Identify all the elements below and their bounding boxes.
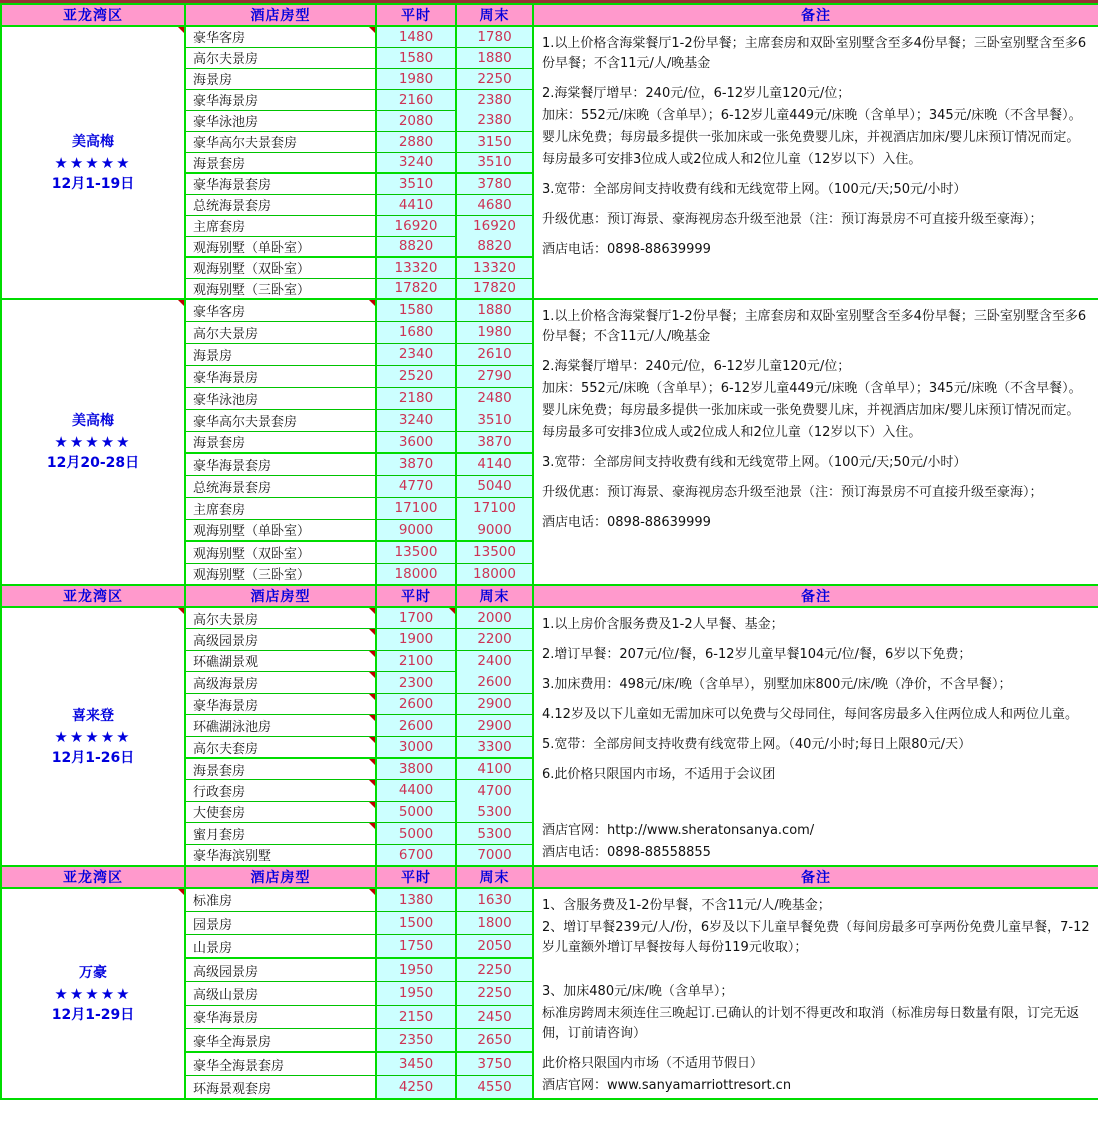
notes-cell[interactable] [533,607,1098,866]
weekday-price-cell[interactable]: 1480 [376,26,456,47]
weekend-price-cell[interactable]: 17820 [456,278,533,299]
room-type-cell[interactable]: 大使套房 [185,801,376,823]
room-type-cell[interactable]: 海景套房 [185,431,376,453]
star-rating: ★★★★★ [54,153,132,172]
comment-indicator-icon [369,27,375,33]
room-type-cell[interactable]: 行政套房 [185,780,376,802]
note-paragraph: 5.宽带：全部房间支持收费有线宽带上网。（40元/小时;每日上限80元/天） [542,737,972,752]
note-paragraph: 酒店电话：0898-88558855 [542,845,711,860]
header-cell-room-type[interactable]: 酒店房型 [185,4,376,26]
room-type-cell[interactable]: 豪华高尔夫景套房 [185,409,376,431]
room-type-cell[interactable]: 主席套房 [185,497,376,519]
notes-cell[interactable] [533,299,1098,585]
comment-indicator-icon [369,715,375,721]
weekday-price-cell[interactable]: 1980 [376,68,456,89]
room-type-cell[interactable]: 总统海景套房 [185,475,376,497]
weekday-price-cell[interactable]: 17820 [376,278,456,299]
weekday-price-cell[interactable]: 1900 [376,629,456,651]
room-type-cell[interactable]: 高尔夫景房 [185,321,376,343]
weekend-price-cell[interactable]: 5040 [456,475,533,497]
note-paragraph: 3、加床480元/床/晚（含单早）； [542,984,734,999]
room-type-cell[interactable]: 豪华泳池房 [185,110,376,131]
weekend-price-cell[interactable]: 2900 [456,693,533,715]
table-row [1,299,1098,321]
weekend-price-cell[interactable]: 2790 [456,365,533,387]
note-paragraph: 1、含服务费及1-2份早餐，不含11元/人/晚基金； [542,898,831,913]
room-type-cell[interactable]: 豪华海景房 [185,1005,376,1028]
weekend-price-cell[interactable]: 1800 [456,911,533,934]
header-cell-weekday[interactable]: 平时 [376,4,456,26]
note-paragraph: 标准房跨周末须连住三晚起订.已确认的计划不得更改和取消（标准房每日数量有限，订完无返佣，订前请咨询） [542,1006,1080,1041]
room-type-cell[interactable]: 主席套房 [185,215,376,236]
header-cell-notes[interactable]: 备注 [533,585,1098,607]
weekend-price-cell[interactable]: 4550 [456,1076,533,1100]
weekday-price-cell[interactable]: 4770 [376,475,456,497]
header-cell-room-type[interactable]: 酒店房型 [185,585,376,607]
note-paragraph: 6.此价格只限国内市场，不适用于会议团 [542,767,776,782]
weekend-price-cell[interactable]: 17100 [456,497,533,519]
weekend-price-cell[interactable]: 2900 [456,715,533,737]
weekend-price-cell[interactable]: 16920 [456,215,533,236]
room-type-cell[interactable]: 高级海景房 [185,672,376,694]
weekday-price-cell[interactable]: 5000 [376,801,456,823]
room-type-cell[interactable]: 高级园景房 [185,629,376,651]
header-row [1,866,1098,888]
weekday-price-cell[interactable]: 2100 [376,650,456,672]
note-paragraph: 酒店官网：www.sanyamarriottresort.cn [542,1078,792,1093]
note-paragraph: 酒店官网：http://www.sheratonsanya.com/ [542,823,815,838]
comment-indicator-icon [178,889,184,895]
weekday-price-cell[interactable]: 2160 [376,89,456,110]
weekend-price-cell[interactable]: 1880 [456,47,533,68]
room-type-cell[interactable]: 园景房 [185,911,376,934]
note-paragraph: 3.宽带：全部房间支持收费有线和无线宽带上网。（100元/天;50元/小时） [542,455,967,470]
comment-indicator-icon [369,823,375,829]
table-row [1,888,1098,911]
note-paragraph: 酒店电话：0898-88639999 [542,242,711,257]
room-type-cell[interactable]: 豪华全海景套房 [185,1052,376,1075]
weekend-price-cell[interactable]: 3750 [456,1052,533,1075]
weekday-price-cell[interactable]: 1580 [376,299,456,321]
note-paragraph: 1.以上价格含海棠餐厅1-2份早餐；主席套房和双卧室别墅含至多4份早餐；三卧室别墅含至多6份早餐；不含11元/人/晚基金 [542,309,1087,344]
comment-indicator-icon [178,27,184,33]
weekend-price-cell[interactable]: 1880 [456,299,533,321]
room-type-cell[interactable]: 标准房 [185,888,376,911]
header-cell-room-type[interactable]: 酒店房型 [185,866,376,888]
weekend-price-cell[interactable]: 3510 [456,152,533,173]
note-paragraph: 婴儿床免费；每房最多提供一张加床或一张免费婴儿床，并视酒店加床/婴儿床预订情况而定。 [542,403,1080,418]
room-type-cell[interactable]: 海景房 [185,68,376,89]
note-paragraph: 3.加床费用：498元/床/晚（含单早），别墅加床800元/床/晚（净价，不含早餐）； [542,677,1012,692]
room-type-cell[interactable]: 豪华高尔夫景套房 [185,131,376,152]
note-paragraph: 2.海棠餐厅增早：240元/位，6-12岁儿童120元/位； [542,86,851,101]
weekend-price-cell[interactable]: 4140 [456,453,533,475]
weekend-price-cell[interactable]: 3510 [456,409,533,431]
header-cell-weekday[interactable]: 平时 [376,585,456,607]
header-cell-weekend[interactable]: 周末 [456,866,533,888]
weekend-price-cell[interactable]: 2480 [456,387,533,409]
star-rating: ★★★★★ [54,433,132,451]
header-cell-region[interactable]: 亚龙湾区 [1,4,185,26]
weekday-price-cell[interactable]: 2180 [376,387,456,409]
weekend-price-cell[interactable]: 2050 [456,935,533,958]
note-paragraph: 3.宽带：全部房间支持收费有线和无线宽带上网。（100元/天;50元/小时） [542,182,967,197]
weekend-price-cell[interactable]: 2000 [456,607,533,629]
note-paragraph: 每房最多可安排3位成人或2位成人和2位儿童（12岁以下）入住。 [542,152,922,167]
weekday-price-cell[interactable]: 3600 [376,431,456,453]
weekend-price-cell[interactable]: 2600 [456,672,533,694]
weekend-price-cell[interactable]: 2250 [456,958,533,981]
room-type-cell[interactable]: 豪华泳池房 [185,387,376,409]
comment-indicator-icon [178,300,184,306]
hotel-cell[interactable] [1,26,185,299]
weekday-price-cell[interactable]: 3800 [376,758,456,780]
weekend-price-cell[interactable]: 9000 [456,519,533,541]
date-range: 12月1-29日 [51,1006,135,1023]
weekend-price-cell[interactable]: 3870 [456,431,533,453]
comment-indicator-icon [369,802,375,808]
hotel-cell[interactable] [1,299,185,585]
room-type-cell[interactable]: 高级山景房 [185,982,376,1005]
notes-cell[interactable] [533,888,1098,1099]
weekday-price-cell[interactable]: 3000 [376,736,456,758]
room-type-cell[interactable]: 海景套房 [185,152,376,173]
header-row [1,585,1098,607]
room-type-cell[interactable]: 豪华海景房 [185,365,376,387]
comment-indicator-icon [449,608,455,614]
rate-table-body [1,4,1098,1099]
note-paragraph: 2、增订早餐239元/人/份，6岁及以下儿童早餐免费（每间房最多可享两份免费儿童早餐，7-12岁儿童额外增订早餐按每人每份119元收取）； [542,920,1090,955]
comment-indicator-icon [369,759,375,765]
room-type-cell[interactable]: 观海别墅（单卧室） [185,236,376,257]
note-paragraph: 每房最多可安排3位成人或2位成人和2位儿童（12岁以下）入住。 [542,425,922,440]
weekend-price-cell[interactable]: 2650 [456,1029,533,1052]
weekday-price-cell[interactable]: 3870 [376,453,456,475]
comment-indicator-icon [369,651,375,657]
weekend-price-cell[interactable]: 2250 [456,68,533,89]
weekday-price-cell[interactable]: 2300 [376,672,456,694]
weekday-price-cell[interactable]: 13500 [376,541,456,563]
comment-indicator-icon [369,300,375,306]
room-type-cell[interactable]: 总统海景套房 [185,194,376,215]
star-rating: ★★★★★ [54,984,132,1003]
header-cell-notes[interactable]: 备注 [533,866,1098,888]
comment-indicator-icon [369,608,375,614]
note-paragraph: 2.增订早餐：207元/位/餐，6-12岁儿童早餐104元/位/餐，6岁以下免费； [542,647,972,662]
notes-cell[interactable] [533,26,1098,299]
weekday-price-cell[interactable]: 1380 [376,888,456,911]
weekend-price-cell[interactable]: 3300 [456,736,533,758]
weekend-price-cell[interactable]: 13320 [456,257,533,278]
room-type-cell[interactable]: 环礁湖泳池房 [185,715,376,737]
weekday-price-cell[interactable]: 16920 [376,215,456,236]
weekday-price-cell[interactable]: 2080 [376,110,456,131]
weekend-price-cell[interactable]: 2610 [456,343,533,365]
weekday-price-cell[interactable]: 3240 [376,409,456,431]
room-type-cell[interactable]: 豪华客房 [185,26,376,47]
room-type-cell[interactable]: 豪华海景套房 [185,453,376,475]
room-type-cell[interactable]: 观海别墅（三卧室） [185,563,376,585]
weekday-price-cell[interactable]: 1580 [376,47,456,68]
weekday-price-cell[interactable]: 1500 [376,911,456,934]
weekend-price-cell[interactable]: 4680 [456,194,533,215]
header-cell-weekend[interactable]: 周末 [456,4,533,26]
weekend-price-cell[interactable]: 8820 [456,236,533,257]
weekday-price-cell[interactable]: 2880 [376,131,456,152]
note-paragraph: 1.以上房价含服务费及1-2人早餐、基金； [542,617,784,632]
room-type-cell[interactable]: 海景套房 [185,758,376,780]
note-paragraph: 2.海棠餐厅增早：240元/位，6-12岁儿童120元/位； [542,359,851,374]
room-type-cell[interactable]: 高级园景房 [185,958,376,981]
note-paragraph: 4.12岁及以下儿童如无需加床可以免费与父母同住，每间客房最多入住两位成人和两位儿童。 [542,707,1078,722]
weekend-price-cell[interactable]: 5300 [456,823,533,845]
weekday-price-cell[interactable]: 2150 [376,1005,456,1028]
weekday-price-cell[interactable]: 3240 [376,152,456,173]
table-row [1,607,1098,629]
weekend-price-cell[interactable]: 3780 [456,173,533,194]
room-type-cell[interactable]: 豪华海景房 [185,89,376,110]
note-paragraph: 升级优惠：预订海景、豪海视房态升级至池景（注：预订海景房不可直接升级至豪海）； [542,485,1043,500]
weekend-price-cell[interactable]: 18000 [456,563,533,585]
room-type-cell[interactable]: 环礁湖景观 [185,650,376,672]
weekend-price-cell[interactable]: 1630 [456,888,533,911]
weekday-price-cell[interactable]: 3450 [376,1052,456,1075]
rate-table [0,3,1098,1100]
note-paragraph: 酒店电话：0898-88639999 [542,515,711,530]
header-cell-region[interactable]: 亚龙湾区 [1,585,185,607]
weekday-price-cell[interactable]: 1750 [376,935,456,958]
room-type-cell[interactable]: 豪华海滨别墅 [185,844,376,866]
weekday-price-cell[interactable]: 2340 [376,343,456,365]
weekend-price-cell[interactable]: 5300 [456,801,533,823]
weekday-price-cell[interactable]: 18000 [376,563,456,585]
note-paragraph: 加床：552元/床晚（含单早）；6-12岁儿童449元/床晚（含单早）；345元/床晚（不含早餐）。 [542,108,1082,123]
weekend-price-cell[interactable]: 2450 [456,1005,533,1028]
note-paragraph: 此价格只限国内市场（不适用节假日） [542,1056,764,1071]
header-cell-weekday[interactable]: 平时 [376,866,456,888]
room-type-cell[interactable]: 豪华海景套房 [185,173,376,194]
star-rating: ★★★★★ [54,727,132,746]
weekday-price-cell[interactable]: 4250 [376,1076,456,1100]
weekend-price-cell[interactable]: 2400 [456,650,533,672]
weekday-price-cell[interactable]: 5000 [376,823,456,845]
room-type-cell[interactable]: 豪华全海景房 [185,1029,376,1052]
weekday-price-cell[interactable]: 13320 [376,257,456,278]
weekday-price-cell[interactable]: 4410 [376,194,456,215]
room-type-cell[interactable]: 高尔夫景房 [185,47,376,68]
hotel-name: 美高梅 [72,133,114,150]
weekend-price-cell[interactable]: 13500 [456,541,533,563]
weekday-price-cell[interactable]: 9000 [376,519,456,541]
comment-indicator-icon [369,889,375,895]
room-type-cell[interactable]: 高尔夫景房 [185,607,376,629]
weekday-price-cell[interactable]: 2520 [376,365,456,387]
room-type-cell[interactable]: 豪华客房 [185,299,376,321]
room-type-cell[interactable]: 蜜月套房 [185,823,376,845]
comment-indicator-icon [369,694,375,700]
hotel-cell[interactable] [1,607,185,866]
header-cell-weekend[interactable]: 周末 [456,585,533,607]
weekday-price-cell[interactable]: 8820 [376,236,456,257]
weekday-price-cell[interactable]: 2600 [376,693,456,715]
note-paragraph: 婴儿床免费；每房最多提供一张加床或一张免费婴儿床，并视酒店加床/婴儿床预订情况而定。 [542,130,1080,145]
weekday-price-cell[interactable]: 1950 [376,958,456,981]
room-type-cell[interactable]: 观海别墅（三卧室） [185,278,376,299]
weekend-price-cell[interactable]: 2250 [456,982,533,1005]
note-paragraph: 升级优惠：预订海景、豪海视房态升级至池景（注：预订海景房不可直接升级至豪海）； [542,212,1043,227]
header-cell-notes[interactable]: 备注 [533,4,1098,26]
comment-indicator-icon [178,608,184,614]
comment-indicator-icon [369,780,375,786]
weekday-price-cell[interactable]: 4400 [376,780,456,802]
weekend-price-cell[interactable]: 3150 [456,131,533,152]
weekday-price-cell[interactable]: 6700 [376,844,456,866]
weekend-price-cell[interactable]: 7000 [456,844,533,866]
weekday-price-cell[interactable]: 17100 [376,497,456,519]
hotel-name: 美高梅 [72,413,114,429]
note-paragraph: 1.以上价格含海棠餐厅1-2份早餐；主席套房和双卧室别墅含至多4份早餐；三卧室别墅含至多6份早餐；不含11元/人/晚基金 [542,36,1087,71]
date-range: 12月1-19日 [51,175,135,192]
weekday-price-cell[interactable]: 1700 [376,607,456,629]
header-cell-region[interactable]: 亚龙湾区 [1,866,185,888]
comment-indicator-icon [369,629,375,635]
weekend-price-cell[interactable]: 2380 [456,89,533,110]
weekend-price-cell[interactable]: 1980 [456,321,533,343]
weekday-price-cell[interactable]: 2350 [376,1029,456,1052]
header-row [1,4,1098,26]
weekday-price-cell[interactable]: 1950 [376,982,456,1005]
date-range: 12月1-26日 [51,749,135,766]
room-type-cell[interactable]: 豪华海景房 [185,693,376,715]
date-range: 12月20-28日 [46,455,140,471]
comment-indicator-icon [369,737,375,743]
hotel-cell[interactable] [1,888,185,1099]
weekend-price-cell[interactable]: 4100 [456,758,533,780]
room-type-cell[interactable]: 环海景观套房 [185,1076,376,1100]
weekend-price-cell[interactable]: 1780 [456,26,533,47]
hotel-name: 喜来登 [72,707,114,724]
room-type-cell[interactable]: 海景房 [185,343,376,365]
weekday-price-cell[interactable]: 2600 [376,715,456,737]
weekend-price-cell[interactable]: 2200 [456,629,533,651]
room-type-cell[interactable]: 高尔夫套房 [185,736,376,758]
weekday-price-cell[interactable]: 3510 [376,173,456,194]
room-type-cell[interactable]: 观海别墅（双卧室） [185,257,376,278]
room-type-cell[interactable]: 山景房 [185,935,376,958]
note-paragraph: 加床：552元/床晚（含单早）；6-12岁儿童449元/床晚（含单早）；345元/床晚（不含早餐）。 [542,381,1082,396]
weekend-price-cell[interactable]: 2380 [456,110,533,131]
weekend-price-cell[interactable]: 4700 [456,780,533,802]
table-row [1,26,1098,47]
comment-indicator-icon [369,672,375,678]
room-type-cell[interactable]: 观海别墅（单卧室） [185,519,376,541]
hotel-name: 万豪 [79,964,107,981]
room-type-cell[interactable]: 观海别墅（双卧室） [185,541,376,563]
weekday-price-cell[interactable]: 1680 [376,321,456,343]
